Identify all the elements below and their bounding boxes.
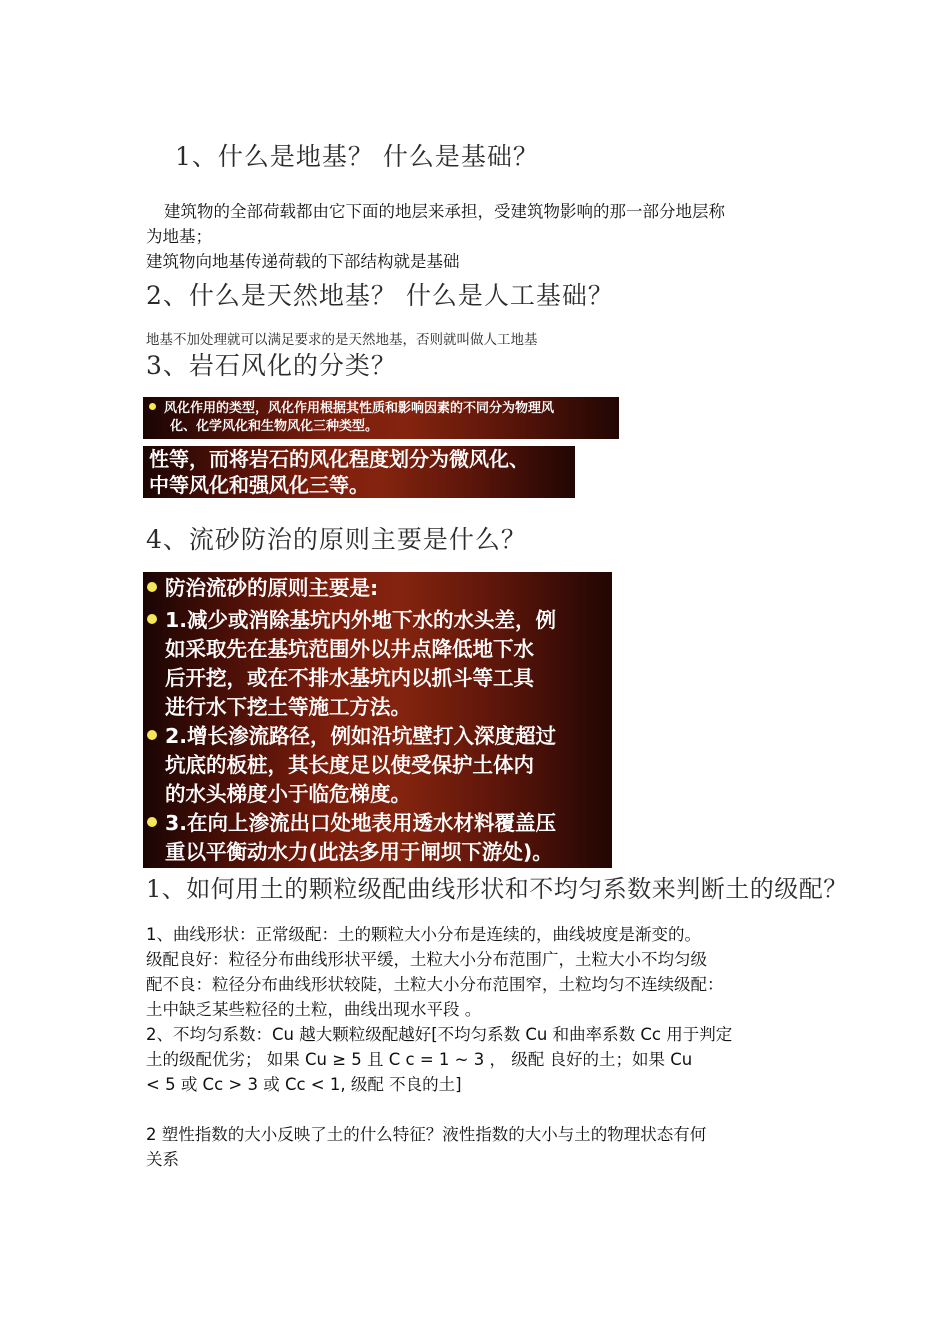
point1-line2: 如采取先在基坑范围外以井点降低地下水: [165, 637, 534, 661]
heading-q4: 4、流砂防治的原则主要是什么？: [146, 525, 527, 554]
point1-line4: 进行水下挖土等施工方法。: [165, 695, 411, 719]
slide2-line1: 性等，而将岩石的风化程度划分为微风化、: [149, 447, 529, 471]
bullet-icon: [147, 730, 157, 740]
answer-q5-line3: 配不良：粒径分布曲线形状较陡，土粒大小分布范围窄，土粒均匀不连续级配：: [146, 975, 724, 994]
question-q6-line2: 关系: [146, 1150, 179, 1169]
quicksand-slide-image: [143, 572, 612, 868]
answer-q5-line5: 2、不均匀系数：Cu 越大颗粒级配越好[不均匀系数 Cu 和曲率系数 Cc 用于判定: [146, 1025, 733, 1044]
point2-line2: 坑底的板桩，其长度足以使受保护土体内: [165, 753, 534, 777]
point2-line1: 2.增长渗流路径，例如沿坑壁打入深度超过: [165, 724, 557, 748]
slide-title: 防治流砂的原则主要是:: [165, 576, 379, 600]
point1-line3: 后开挖，或在不排水基坑内以抓斗等工具: [165, 666, 534, 690]
point2-line3: 的水头梯度小于临危梯度。: [165, 782, 411, 806]
answer-q5-line1: 1、曲线形状：正常级配：土的颗粒大小分布是连续的，曲线坡度是渐变的。: [146, 925, 701, 944]
heading-q2: 2、什么是天然地基？ 什么是人工基础？: [146, 281, 614, 310]
heading-q5: 1、如何用土的颗粒级配曲线形状和不均匀系数来判断土的级配？: [146, 875, 848, 903]
answer-q5: [146, 922, 732, 1097]
answer-q2: 地基不加处理就可以满足要求的是天然地基，否则就叫做人工地基: [146, 332, 538, 348]
point1-line1: 1.减少或消除基坑内外地下水的水头差，例: [165, 608, 557, 632]
bullet-icon: [147, 582, 157, 592]
point3-line1: 3.在向上渗流出口处地表用透水材料覆盖压: [165, 811, 557, 835]
weathering-slide-image-1: [143, 397, 619, 439]
question-q6: [146, 1122, 706, 1172]
answer-q5-line2: 级配良好：粒径分布曲线形状平缓，土粒大小分布范围广，土粒大小不均匀级: [146, 950, 707, 969]
bullet-icon: [147, 817, 157, 827]
heading-q3: 3、岩石风化的分类？: [146, 351, 397, 380]
question-q6-line1: 2 塑性指数的大小反映了土的什么特征？液性指数的大小与土的物理状态有何: [146, 1125, 707, 1144]
slide1-line2: 化、化学风化和生物风化三种类型。: [170, 419, 379, 434]
point3-line2: 重以平衡动水力(此法多用于闸坝下游处)。: [165, 840, 553, 864]
answer-q1-line1: 建筑物的全部荷载都由它下面的地层来承担，受建筑物影响的那一部分地层称: [164, 202, 725, 221]
answer-q1-line3: 建筑物向地基传递荷载的下部结构就是基础: [146, 252, 460, 271]
answer-q1-line2: 为地基；: [146, 227, 212, 246]
answer-q5-line7: < 5 或 Cc > 3 或 Cc < 1, 级配 不良的土]: [146, 1075, 462, 1094]
bullet-icon: [149, 403, 156, 410]
answer-q5-line6: 土的级配优劣； 如果 Cu ≥ 5 且 C c = 1 ~ 3 ， 级配 良好的土；如果 Cu: [146, 1050, 693, 1069]
answer-q5-line4: 土中缺乏某些粒径的土粒，曲线出现水平段 。: [146, 1000, 482, 1019]
slide2-line2: 中等风化和强风化三等。: [149, 473, 369, 497]
weathering-slide-image-2: [143, 446, 575, 498]
heading-q1: 1、什么是地基？ 什么是基础？: [175, 142, 539, 171]
slide1-line1: 风化作用的类型，风化作用根据其性质和影响因素的不同分为物理风: [164, 401, 555, 416]
bullet-icon: [147, 614, 157, 624]
